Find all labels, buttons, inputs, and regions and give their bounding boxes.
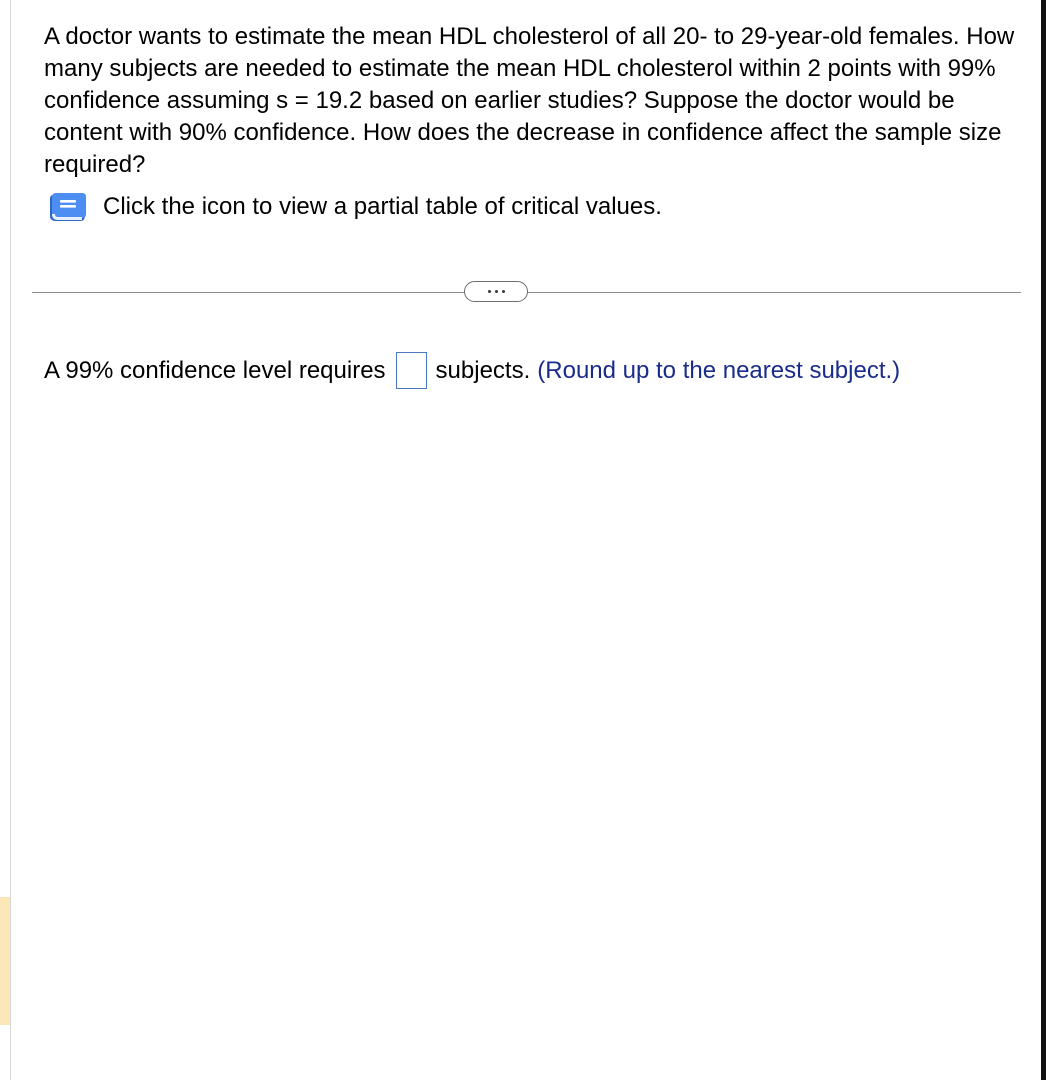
sample-size-input[interactable]: [396, 352, 427, 389]
book-icon[interactable]: [44, 189, 92, 225]
left-accent-strip: [0, 897, 10, 1025]
ellipsis-icon: [502, 290, 505, 293]
hint-text: Click the icon to view a partial table of critical values.: [103, 193, 662, 220]
expand-more-button[interactable]: [464, 281, 528, 302]
answer-row: [44, 352, 900, 389]
critical-values-hint: [44, 189, 662, 225]
rounding-instruction: (Round up to the nearest subject.): [537, 356, 901, 384]
ellipsis-icon: [488, 290, 491, 293]
left-panel-border: [10, 0, 11, 1080]
answer-suffix: subjects.: [435, 356, 531, 384]
answer-prefix: A 99% confidence level requires: [44, 356, 386, 384]
question-text: A doctor wants to estimate the mean HDL cholesterol of all 20- to 29-year-old females. How many subjects are needed to estimate the mean HDL cholesterol within 2 points with 99% confidence assuming s = 19.2 based on earlier studies? Suppose the doctor would be content with 90% confidence. How does the decrease in confidence affect the sample size required?: [44, 23, 1015, 178]
ellipsis-icon: [495, 290, 498, 293]
right-window-edge: [1041, 0, 1046, 1080]
